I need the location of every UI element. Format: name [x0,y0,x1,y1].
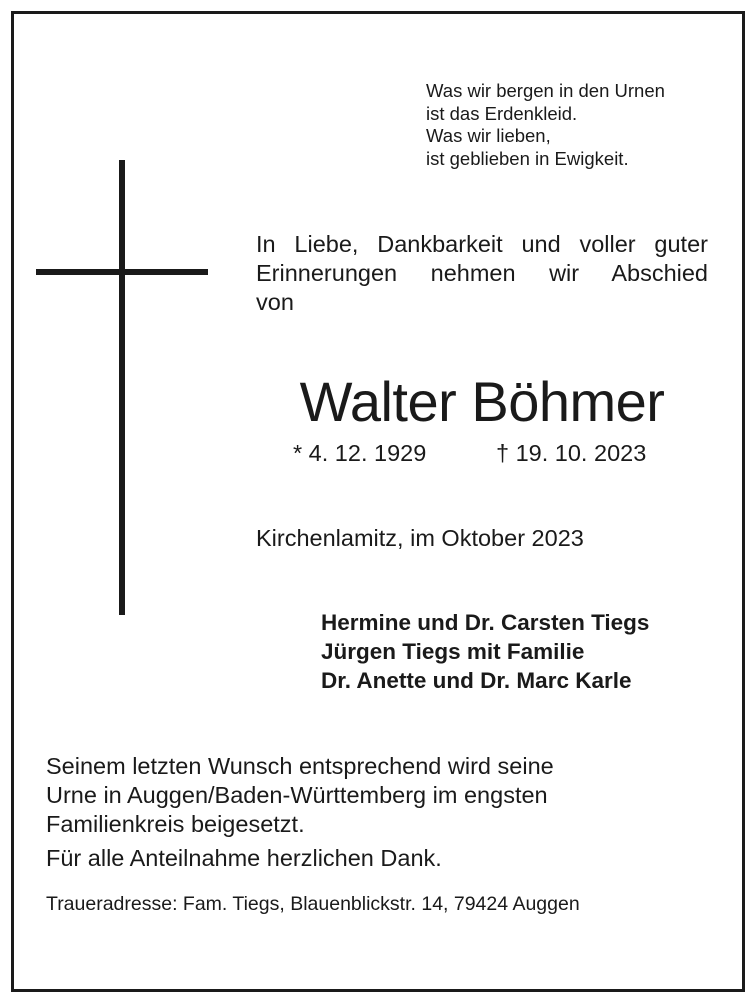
intro-text [256,230,708,317]
mourner-entry: Dr. Anette und Dr. Marc Karle [321,668,632,693]
birth-date: * 4. 12. 1929 [293,440,427,466]
intro-line: Erinnerungen nehmen wir Abschied [256,260,708,286]
place-and-date: Kirchenlamitz, im Oktober 2023 [256,525,584,551]
mourner-entry: Hermine und Dr. Carsten Tiegs [321,610,650,635]
death-date: † 19. 10. 2023 [496,440,647,466]
burial-wish [46,752,686,839]
mourner-entry: Jürgen Tiegs mit Familie [321,639,585,664]
cross-vertical-bar [119,160,125,615]
deceased-name: Walter Böhmer [299,370,665,433]
intro-line: In Liebe, Dankbarkeit und voller guter [256,231,708,257]
mourning-address: Traueradresse: Fam. Tiegs, Blauenblickstr. 14, 79424 Auggen [46,893,580,915]
mourners-list [321,608,721,695]
burial-wish-line: Urne in Auggen/Baden-Württemberg im engsten [46,782,548,808]
burial-wish-line: Seinem letzten Wunsch entsprechend wird seine [46,753,554,779]
intro-line: von [256,289,294,315]
poem: Was wir bergen in den Urnen ist das Erdenkleid. Was wir lieben, ist geblieben in Ewigkeit. [426,80,665,169]
thanks-note: Für alle Anteilnahme herzlichen Dank. [46,845,442,871]
cross-horizontal-bar [36,269,208,275]
burial-wish-line: Familienkreis beigesetzt. [46,811,305,837]
